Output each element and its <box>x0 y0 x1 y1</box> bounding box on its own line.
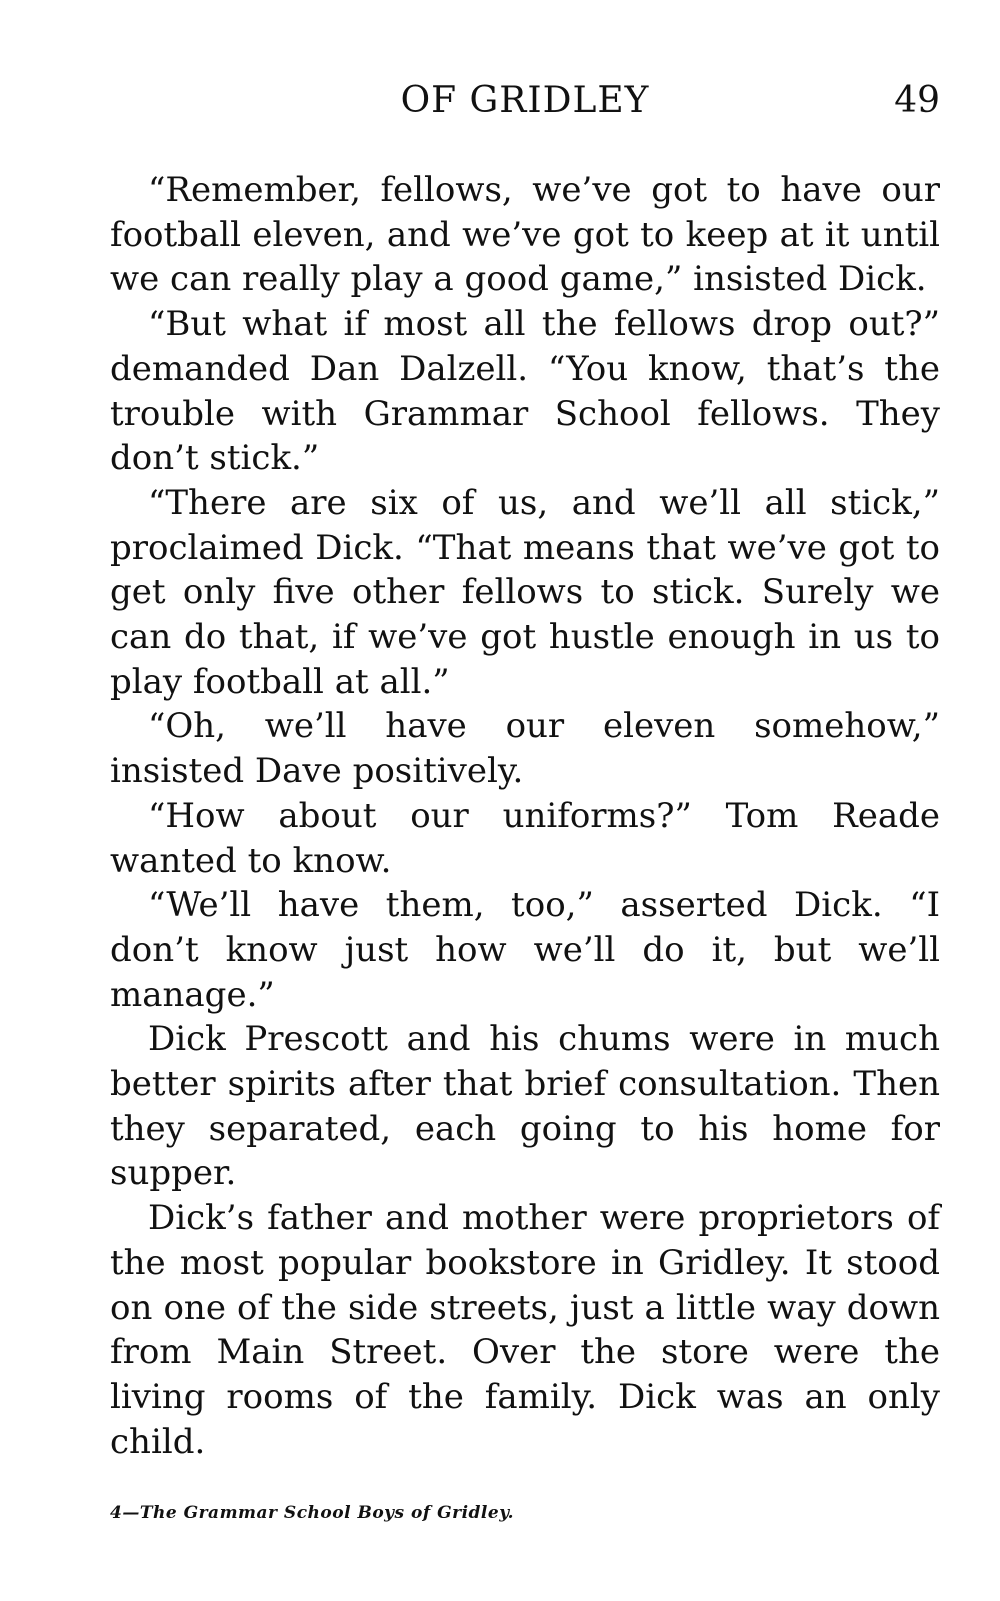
paragraph: Dick Prescott and his chums were in much better spirits after that brief consultation. Then they separated, each going to his home for supper. <box>110 1019 940 1194</box>
paragraph: “Oh, we’ll have our eleven somehow,” insisted Dave positively. <box>110 706 940 792</box>
paragraph: Dick’s father and mother were proprietors of the most popular bookstore in Gridley. It stood on one of the side streets, just a little way down from Main Street. Over the store were the living rooms of the family. Dick was an only child. <box>110 1198 940 1462</box>
running-title: OF GRIDLEY <box>400 80 650 121</box>
signature-footnote: 4—The Grammar School Boys of Gridley. <box>110 1503 515 1523</box>
paragraph: “But what if most all the fellows drop out?” demanded Dan Dalzell. “You know, that’s the trouble with Grammar School fellows. They don’t stick.” <box>110 304 940 479</box>
paragraph: “We’ll have them, too,” asserted Dick. “I don’t know just how we’ll do it, but we’ll manage.” <box>110 885 940 1015</box>
paragraph: “How about our uniforms?” Tom Reade wanted to know. <box>110 795 940 881</box>
body-text <box>110 168 940 1464</box>
page-number: 49 <box>894 80 940 121</box>
paragraph: “Remember, fellows, we’ve got to have our football eleven, and we’ve got to keep at it until we can really play a good game,” insisted Dick. <box>110 170 940 300</box>
running-head <box>110 76 940 126</box>
paragraph: “There are six of us, and we’ll all stick,” proclaimed Dick. “That means that we’ve got to get only five other fellows to stick. Surely we can do that, if we’ve got hustle enough in us to play football at all.” <box>110 482 940 702</box>
